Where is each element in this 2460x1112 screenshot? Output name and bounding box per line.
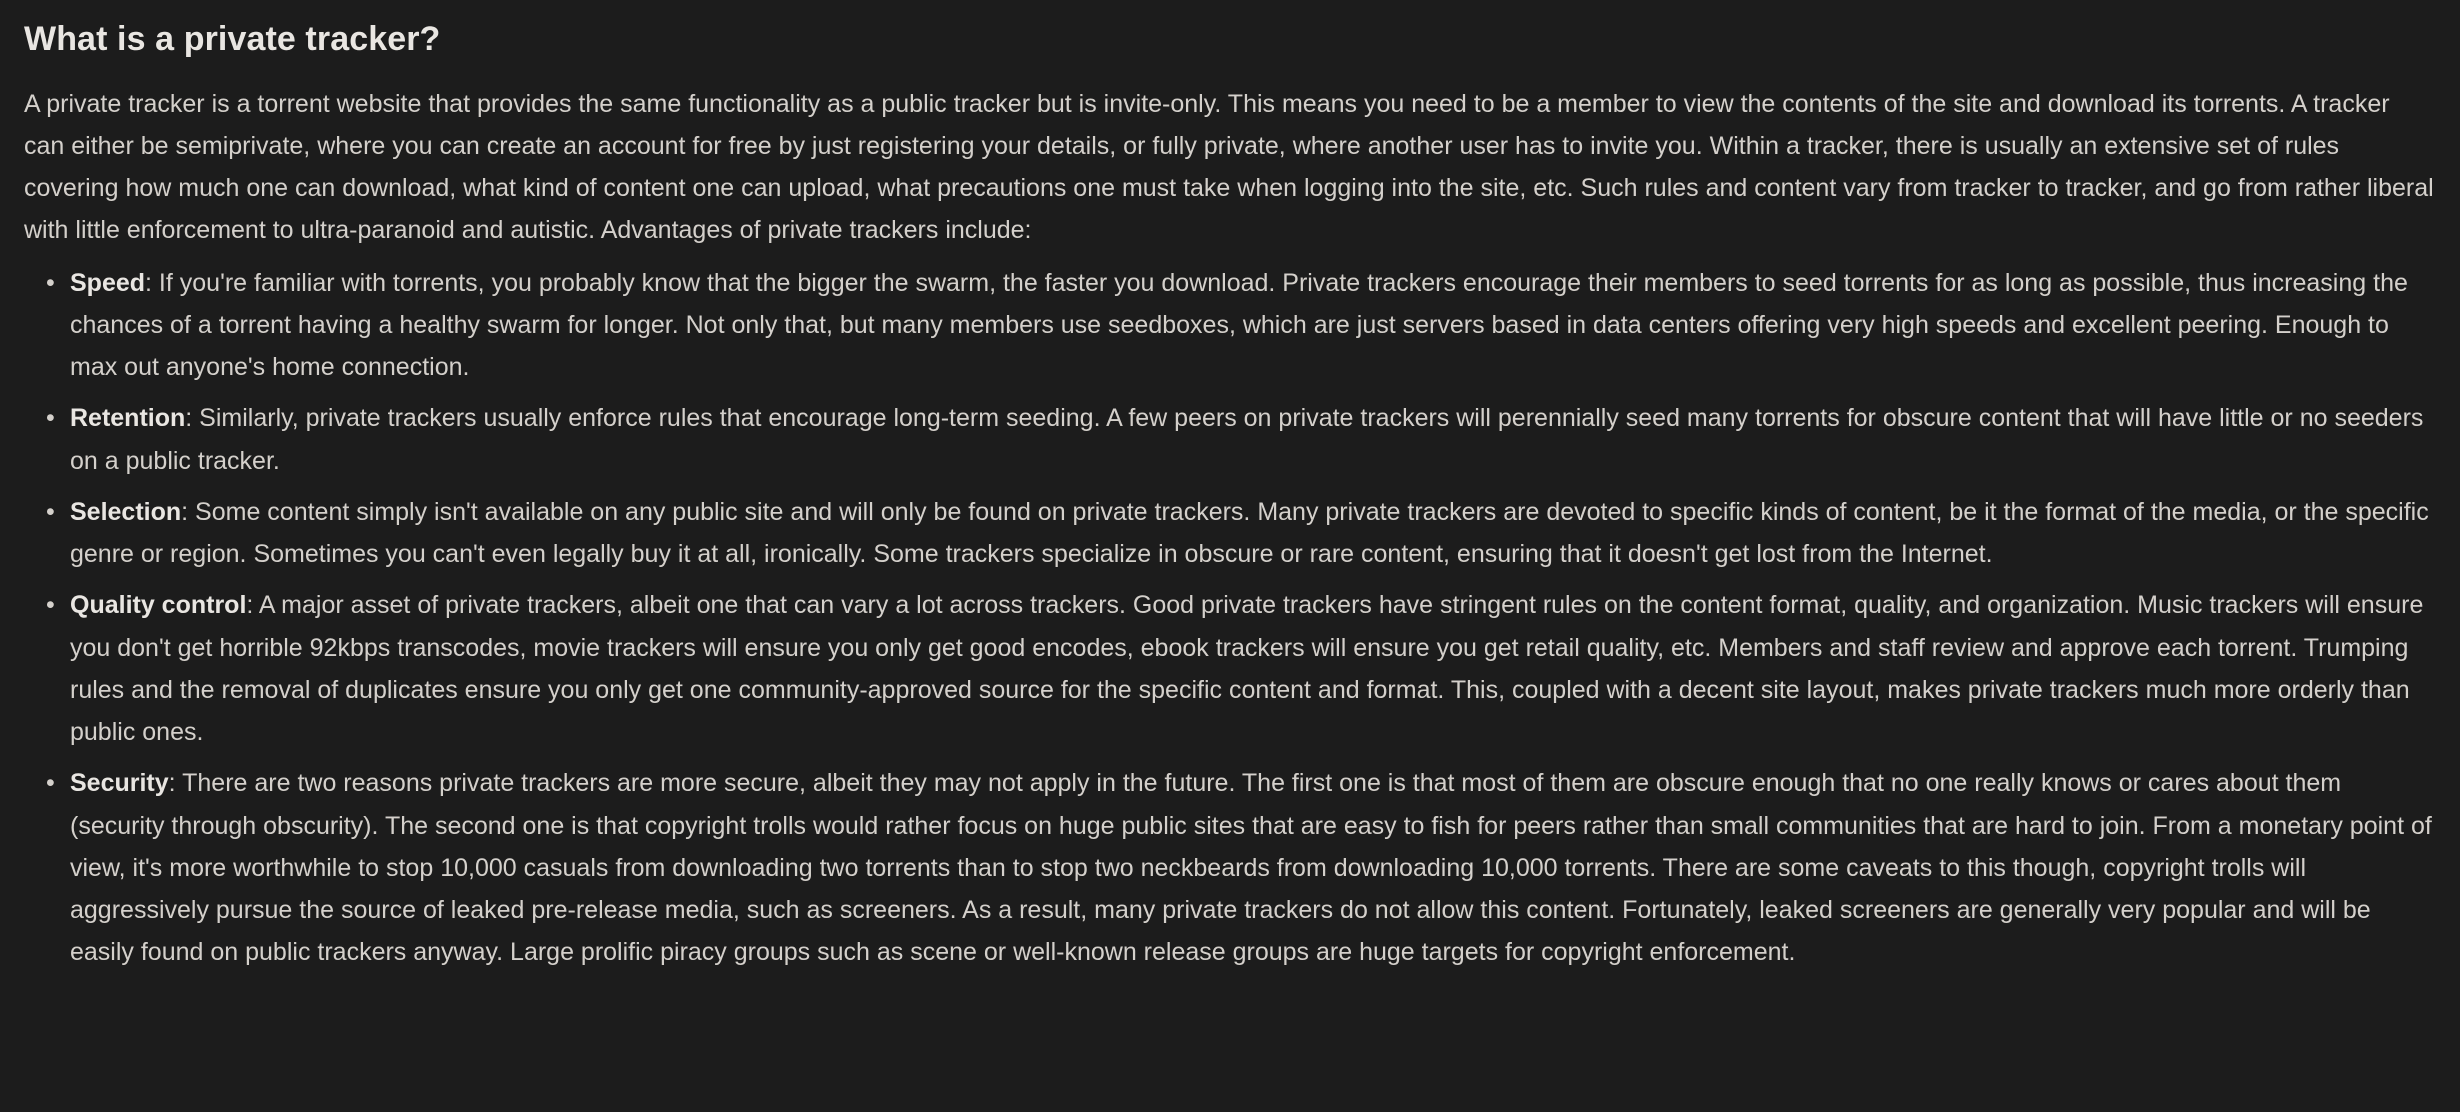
- list-item-term: Selection: [70, 497, 182, 526]
- list-item-term: Speed: [70, 268, 146, 297]
- page-title: What is a private tracker?: [24, 20, 441, 58]
- list-item: [70, 584, 2436, 753]
- list-item-text: : Similarly, private trackers usually enforce rules that encourage long-term seeding. A few peers on private trackers will perennially seed many torrents for obscure content that will have little or no seeders on a public tracker.: [70, 404, 2424, 475]
- list-item-term: Security: [70, 769, 169, 798]
- list-item-text: : If you're familiar with torrents, you probably know that the bigger the swarm, the faster you download. Private trackers encourage their members to seed torrents for as long as possible, thus increasing the chances of a torrent having a healthy swarm for longer. Not only that, but many members use seedboxes, which are just servers based in data centers offering very high speeds and excellent peering. Enough to max out anyone's home connection.: [70, 268, 2408, 381]
- advantages-list: [24, 262, 2436, 974]
- list-item-text: : Some content simply isn't available on any public site and will only be found on private trackers. Many private trackers are devoted to specific kinds of content, be it the format of the media, or the specific genre or region. Sometimes you can't even legally buy it at all, ironically. Some trackers specialize in obscure or rare content, ensuring that it doesn't get lost from the Internet.: [70, 497, 2429, 568]
- list-item: [70, 762, 2436, 973]
- list-item-term: Retention: [70, 404, 186, 433]
- list-item-text: : A major asset of private trackers, albeit one that can vary a lot across trackers. Good private trackers have stringent rules on the content format, quality, and organization. Music trackers will ensure you don't get horrible 92kbps transcodes, movie trackers will ensure you only get good encodes, ebook trackers will ensure you get retail quality, etc. Members and staff review and approve each torrent. Trumping rules and the removal of duplicates ensure you only get one community-approved source for the specific content and format. This, coupled with a decent site layout, makes private trackers much more orderly than public ones.: [70, 591, 2424, 746]
- list-item: [70, 262, 2436, 389]
- list-item-text: : There are two reasons private trackers are more secure, albeit they may not apply in the future. The first one is that most of them are obscure enough that no one really knows or cares about them (security through obscurity). The second one is that copyright trolls would rather focus on huge public sites that are easy to fish for peers rather than small communities that are hard to join. From a monetary point of view, it's more worthwhile to stop 10,000 casuals from downloading two torrents than to stop two neckbeards from downloading 10,000 torrents. There are some caveats to this though, copyright trolls will aggressively pursue the source of leaked pre-release media, such as screeners. As a result, many private trackers do not allow this content. Fortunately, leaked screeners are generally very popular and will be easily found on public trackers anyway. Large prolific piracy groups such as scene or well-known release groups are huge targets for copyright enforcement.: [70, 769, 2432, 967]
- list-item-term: Quality control: [70, 591, 247, 620]
- list-item: [70, 397, 2436, 482]
- intro-paragraph: A private tracker is a torrent website that provides the same functionality as a public tracker but is invite-only. This means you need to be a member to view the contents of the site and download its torrents. A tracker can either be semiprivate, where you can create an account for free by just registering your details, or fully private, where another user has to invite you. Within a tracker, there is usually an extensive set of rules covering how much one can download, what kind of content one can upload, what precautions one must take when logging into the site, etc. Such rules and content vary from tracker to tracker, and go from rather liberal with little enforcement to ultra-paranoid and autistic. Advantages of private trackers include:: [24, 89, 2434, 245]
- list-item: [70, 491, 2436, 576]
